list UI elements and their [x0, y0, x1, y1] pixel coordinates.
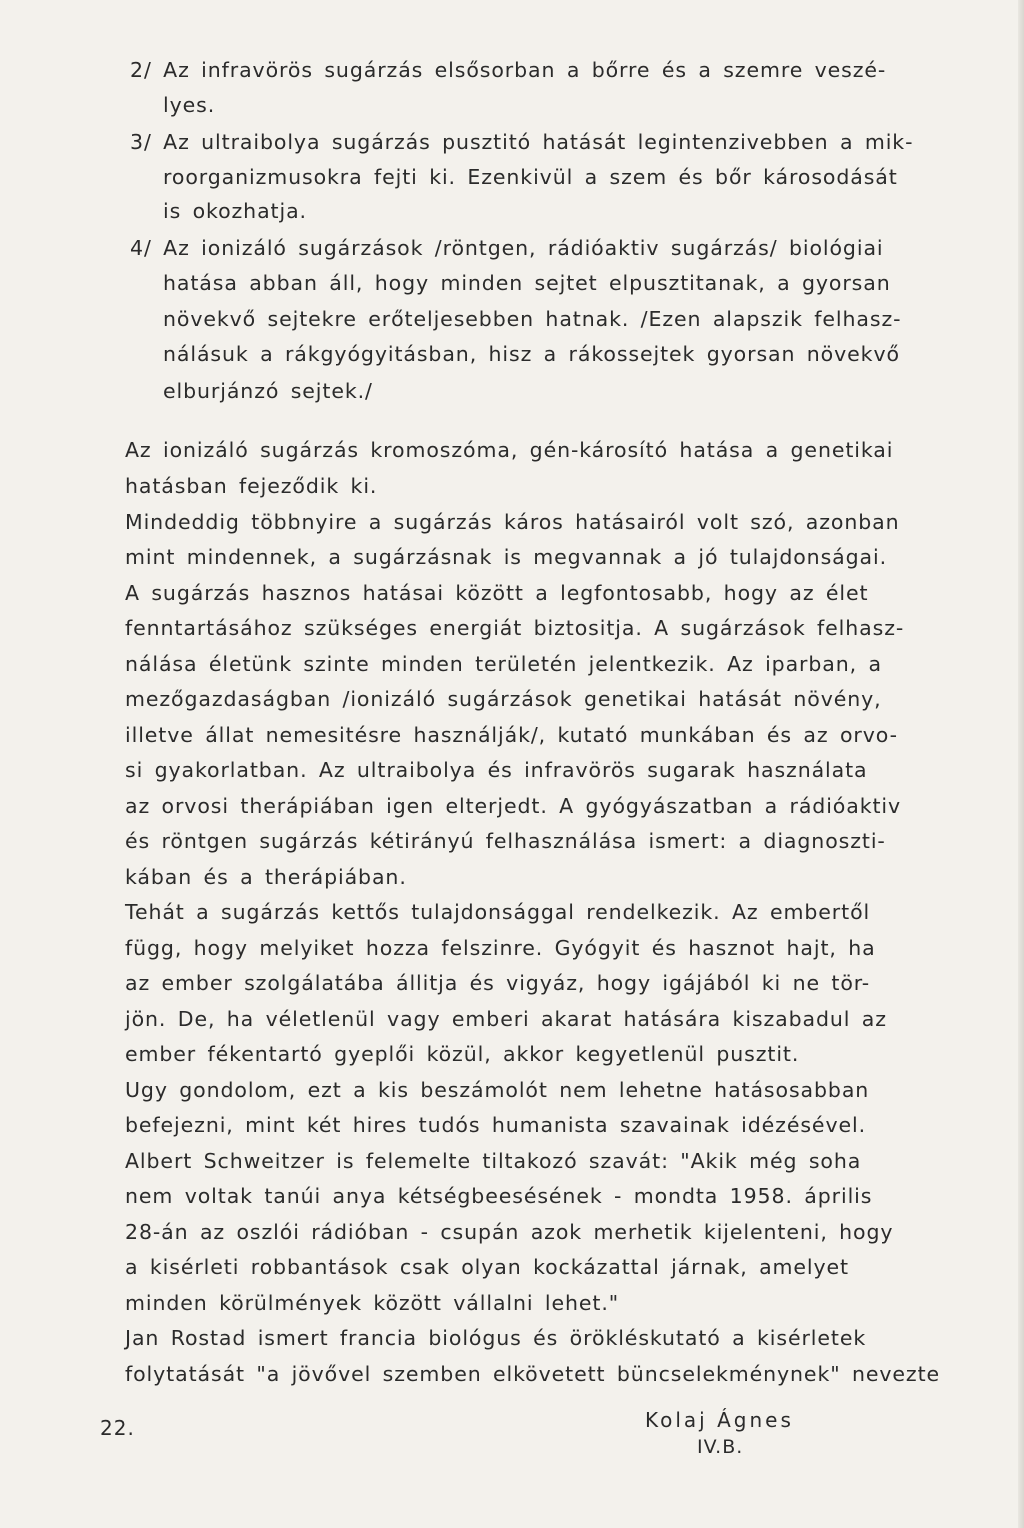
text-line: minden körülmények között vállalni lehet.": [125, 1291, 620, 1315]
text-line: elburjánzó sejtek./: [163, 379, 373, 403]
text-line: nálása életünk szinte minden területén jelentkezik. Az iparban, a: [125, 652, 882, 676]
text-line: és röntgen sugárzás kétirányú felhasználása ismert: a diagnoszti-: [125, 829, 886, 853]
text-line: Mindeddig többnyire a sugárzás káros hatásairól volt szó, azonban: [125, 510, 900, 534]
text-line: az ember szolgálatába állitja és vigyáz, hogy igájából ki ne tör-: [125, 971, 871, 995]
text-line: Az ionizáló sugárzás kromoszóma, gén-károsító hatása a genetikai: [125, 438, 894, 462]
text-line: illetve állat nemesitésre használják/, kutató munkában és az orvo-: [125, 723, 898, 747]
text-line: nálásuk a rákgyógyitásban, hisz a rákossejtek gyorsan növekvő: [163, 342, 900, 366]
text-line: is okozhatja.: [163, 199, 307, 223]
text-line: az orvosi therápiában igen elterjedt. A gyógyászatban a rádióaktiv: [125, 794, 902, 818]
text-line: kában és a therápiában.: [125, 865, 407, 889]
text-line: függ, hogy melyiket hozza felszinre. Gyógyit és hasznot hajt, ha: [125, 936, 876, 960]
text-line: 28-án az oszlói rádióban - csupán azok merhetik kijelenteni, hogy: [125, 1220, 894, 1244]
text-line: A sugárzás hasznos hatásai között a legfontosabb, hogy az élet: [125, 581, 869, 605]
page-edge-shadow: [1018, 0, 1024, 1528]
text-line: jön. De, ha véletlenül vagy emberi akarat hatására kiszabadul az: [125, 1007, 887, 1031]
text-line: ember fékentartó gyeplői közül, akkor kegyetlenül pusztit.: [125, 1042, 800, 1066]
text-line: hatása abban áll, hogy minden sejtet elpusztitanak, a gyorsan: [163, 271, 891, 295]
text-line: befejezni, mint két hires tudós humanista szavainak idézésével.: [125, 1113, 866, 1137]
text-line: 3/ Az ultraibolya sugárzás pusztitó hatását legintenzivebben a mik-: [130, 130, 914, 154]
author-class: IV.B.: [697, 1436, 744, 1458]
text-line: Ugy gondolom, ezt a kis beszámolót nem lehetne hatásosabban: [125, 1078, 870, 1102]
text-line: roorganizmusokra fejti ki. Ezenkivül a szem és bőr károsodását: [163, 165, 898, 189]
text-line: 2/ Az infravörös sugárzás elsősorban a bőrre és a szemre veszé-: [130, 58, 887, 82]
text-line: lyes.: [163, 93, 216, 117]
text-line: 4/ Az ionizáló sugárzások /röntgen, rádióaktiv sugárzás/ biológiai: [130, 236, 884, 260]
text-line: nem voltak tanúi anya kétségbeesésének - mondta 1958. április: [125, 1184, 873, 1208]
author-name: Kolaj Ágnes: [645, 1408, 794, 1432]
page-number: 22.: [100, 1416, 135, 1440]
text-line: hatásban fejeződik ki.: [125, 474, 378, 498]
text-line: a kisérleti robbantások csak olyan kockázattal járnak, amelyet: [125, 1255, 849, 1279]
text-line: Albert Schweitzer is felemelte tiltakozó szavát: "Akik még soha: [125, 1149, 862, 1173]
text-line: si gyakorlatban. Az ultraibolya és infravörös sugarak használata: [125, 758, 868, 782]
text-line: mezőgazdaságban /ionizáló sugárzások genetikai hatását növény,: [125, 687, 882, 711]
text-line: Jan Rostad ismert francia biológus és örökléskutató a kisérletek: [125, 1326, 867, 1350]
text-line: fenntartásához szükséges energiát biztositja. A sugárzások felhasz-: [125, 616, 905, 640]
text-line: Tehát a sugárzás kettős tulajdonsággal rendelkezik. Az embertől: [125, 900, 871, 924]
text-line: mint mindennek, a sugárzásnak is megvannak a jó tulajdonságai.: [125, 545, 888, 569]
text-line: folytatását "a jövővel szemben elkövetett büncselekménynek" nevezte: [125, 1362, 941, 1386]
text-line: növekvő sejtekre erőteljesebben hatnak. /Ezen alapszik felhasz-: [163, 307, 902, 331]
